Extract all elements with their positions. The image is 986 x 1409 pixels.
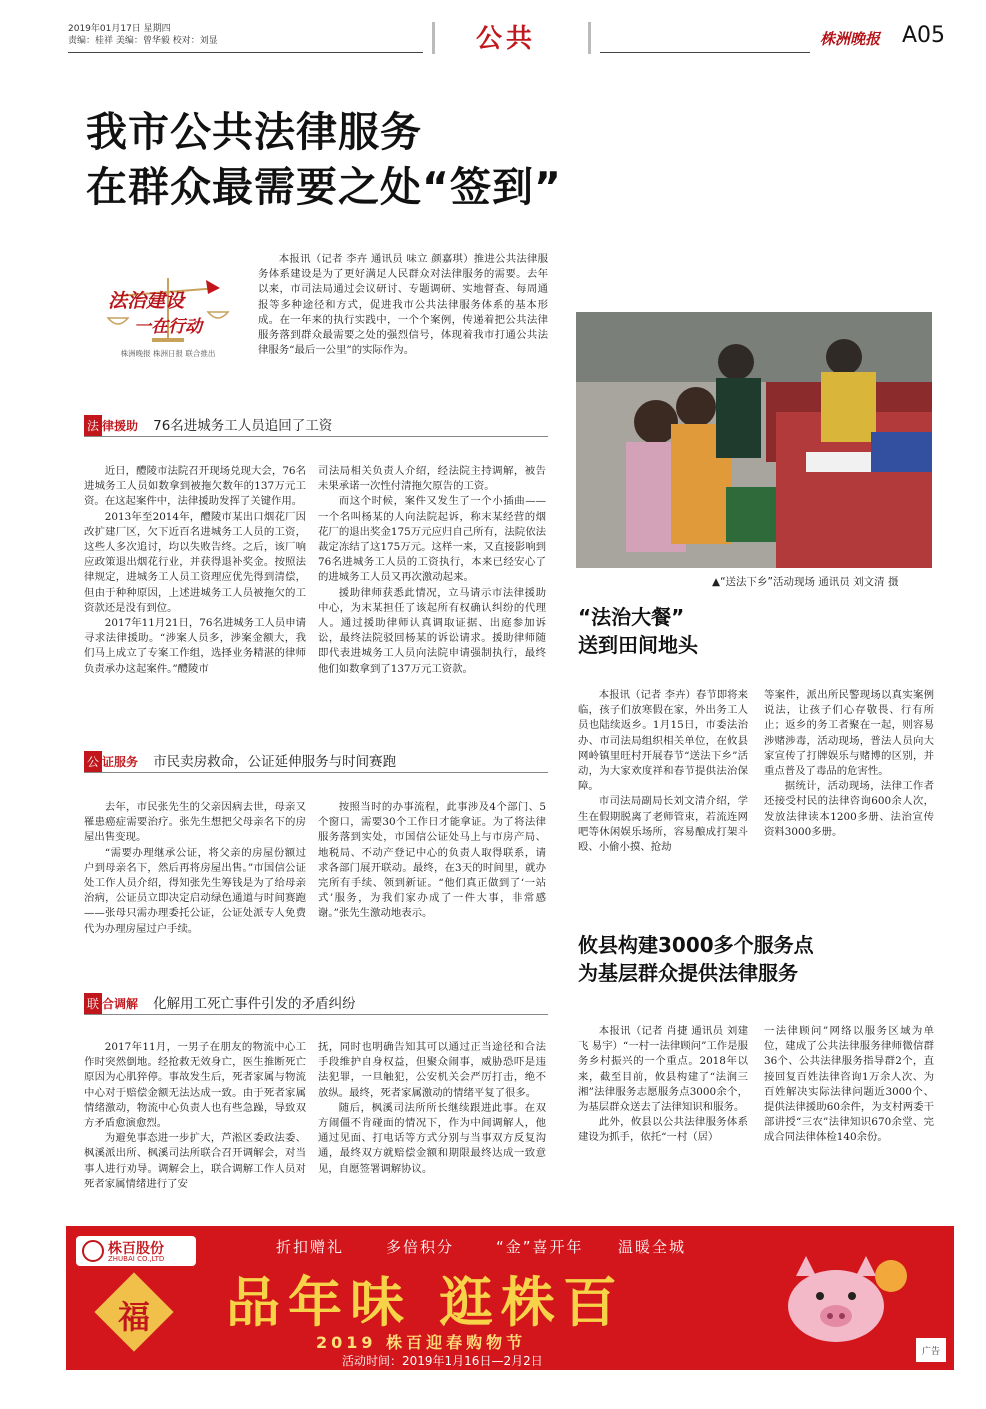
header-bar-left <box>432 22 435 54</box>
section3-tag-rest: 合调解 <box>102 997 139 1011</box>
section2-tag-rest: 证服务 <box>102 755 139 769</box>
section1-title: 76名进城务工人员追回了工资 <box>153 418 333 434</box>
side1-title-2: 送到田间地头 <box>578 633 698 657</box>
s2c1-p1: 去年，市民张先生的父亲因病去世，母亲又罹患癌症需要治疗。张先生想把父母亲名下的房屋出售变现。 <box>84 801 306 844</box>
section2-tag-red: 公 <box>84 751 102 772</box>
paper-logo: 株洲晚报 <box>820 30 881 48</box>
photo-illustration <box>576 312 932 568</box>
header-bar-right <box>588 22 591 54</box>
section1-col2 <box>318 464 546 677</box>
s1c1-p2: 2013年至2014年，醴陵市某出口烟花厂因改扩建厂区，欠下近百名进城务工人员的工资，这些人多次追讨，均以失败告终。之后，该厂响应政策退出烟花行业，并获得退补奖金。按照法律规定，进城务工人员工资理应优先得到清偿，但由于种种原因，上述进城务工人员被拖欠的工资款还是没有到位。 <box>84 510 306 614</box>
date-line: 2019年01月17日 星期四 <box>68 24 171 34</box>
side1c2-p2: 据统计，活动现场，法律工作者还接受村民的法律咨询600余人次，发放法律读本1200多册、法治宣传资料3000多册。 <box>764 780 934 838</box>
side2-col1 <box>578 1024 748 1146</box>
pig-mascot-icon <box>766 1246 916 1356</box>
page-number: A05 <box>902 23 946 48</box>
side2c2-p1: 一法律顾问”网络以服务区域为单位，建成了公共法律服务律师微信群36个、公共法律服务指导群2个，直接回复百姓法律咨询1万余人次、为百姓解决实际法律问题近3000个、提供法律援助60余件，为支村两委干部讲授“三农”法律知识670余堂、完成合同法律体检140余份。 <box>764 1025 934 1144</box>
section3-col1 <box>84 1040 306 1192</box>
brand-name-en: ZHUBAI CO.,LTD <box>108 1255 165 1263</box>
headline-line1: 我市公共法律服务 <box>86 108 422 156</box>
side2-title-2: 为基层群众提供法律服务 <box>578 961 798 985</box>
badge-caption: 株洲晚报 株洲日报 联合推出 <box>120 349 216 358</box>
s3c2-p2: 随后，枫溪司法所所长继续跟进此事。在双方闹僵不肯碰面的情况下，作为中间调解人，他通过见面、打电话等方式分别与当事双方反复沟通，最终双方就赔偿金额和期限最终达成一致意见，自愿签署调解协议。 <box>318 1101 546 1175</box>
section2-col1 <box>84 800 306 937</box>
section2-header <box>84 750 548 772</box>
header-rule-left <box>68 52 423 53</box>
s1c2-p3: 援助律师获悉此情况，立马请示市法律援助中心，为末某担任了该起所有权确认纠纷的代理人。通过援助律师认真调取证据、出庭参加诉讼，最终法院驳回杨某的诉讼请求。援助律师随即代表进城务工人员向法院申请强制执行，最终他们如数拿到了137万元工资款。 <box>318 586 546 675</box>
ad-slogan-1: 折扣赠礼 <box>276 1238 345 1256</box>
ad-slogan-2: 多倍积分 <box>386 1238 455 1256</box>
section3-header <box>84 992 548 1014</box>
section2-rule <box>84 772 548 773</box>
side2c1-p2: 此外，攸县以公共法律服务体系建设为抓手，依托“一村（居） <box>578 1116 748 1144</box>
event-photo <box>576 312 932 568</box>
section3-rule <box>84 1014 548 1015</box>
s1c2-p1: 司法局相关负责人介绍，经法院主持调解，被告未果承诺一次性付清拖欠原告的工资。 <box>318 465 546 493</box>
section1-col1 <box>84 464 306 677</box>
s2c1-p2: “需要办理继承公证，将父亲的房屋份额过户到母亲名下，然后再将房屋出售。”市国信公证处工作人员介绍，得知张先生筹钱是为了给母亲治病，公证员立即决定启动绿色通道与时间赛跑——张母只需办理委托公证，公证处派专人免费代为办理房屋过户手续。 <box>84 846 306 935</box>
ad-slogan-3: “金”喜开年 <box>496 1238 584 1256</box>
photo-caption: ▲“送法下乡”活动现场 通讯员 刘文清 摄 <box>712 576 899 588</box>
side1-title-1: “法治大餐” <box>578 605 685 629</box>
section1-rule <box>84 436 548 437</box>
zhubai-advertisement[interactable] <box>66 1226 954 1370</box>
brand-mark-icon <box>82 1240 104 1262</box>
section1-tag-red: 法 <box>84 415 102 436</box>
fu-character: 福 <box>118 1298 151 1336</box>
s3c1-p2: 为避免事态进一步扩大，芦淞区委政法委、枫溪派出所、枫溪司法所联合召开调解会，对当事人进行劝导。调解会上，联合调解工作人员对死者家属情绪进行了安 <box>84 1132 306 1190</box>
lead-paragraph: 本报讯（记者 李卉 通讯员 味立 颜嘉琪）推进公共法律服务体系建设是为了更好满足人民群众对法律服务的需要。去年以来，市司法局通过会议研讨、专题调研、实地督查、每周通报等多种途径和方式，促进我市公共法律服务体系的基本形成。在一年来的执行实践中，一个个案例，传递着把公共法律服务落到群众最需要之处的强烈信号，体现着我市打通公共法律服务“最后一公里”的实际作为。 <box>258 253 548 357</box>
section2-col2 <box>318 800 546 922</box>
side2c1-p1: 本报讯（记者 肖捷 通讯员 刘建飞 易宇）“一村一法律顾问”工作是服务乡村振兴的一个重点。2018年以来，截至目前，攸县构建了“法润三湘”法律服务志愿服务点3000余个，为基层群众送去了法律知识和服务。 <box>578 1025 748 1114</box>
badge-text-2: 一在行动 <box>134 317 202 337</box>
s2c2-p1: 按照当时的办事流程，此事涉及4个部门、5个窗口，需要30个工作日才能拿证。为了将法律服务落到实处，市国信公证处马上与市房产局、地税局、不动产登记中心的负责人取得联系，请求各部门展开联动。最终，在3天的时间里，就办完所有手续、领到新证。“他们真正做到了‘一站式’服务，为我们家办成了一件大事，非常感谢。”张先生激动地表示。 <box>318 801 546 920</box>
side1c1-p1: 本报讯（记者 李卉）春节即将来临，孩子们放寒假在家，外出务工人员也陆续返乡。1月15日，市委法治办、市司法局组织相关单位，在攸县网岭镇里旺村开展春节“送法下乡”活动，为大家欢度祥和春节提供法治保障。 <box>578 689 748 793</box>
side1c2-p1: 等案件，派出所民警现场以真实案例说法，让孩子们心存敬畏、行有所止；返乡的务工者聚在一起，则容易涉赌涉毒，活动现场，普法人员向大家宣传了打牌娱乐与赌博的区别，并重点普及了毒品的危害性。 <box>764 689 934 778</box>
header-rule-right <box>600 52 810 53</box>
side1-col1 <box>578 688 748 855</box>
section2-title: 市民卖房救命，公证延伸服务与时间赛跑 <box>153 754 397 770</box>
section3-tag-red: 联 <box>84 993 102 1014</box>
editor-line: 责编：桂祥 美编：曾华毅 校对：刘显 <box>68 36 218 46</box>
ad-corner-label: 广告 <box>922 1347 941 1357</box>
ad-date: 活动时间：2019年1月16日—2月2日 <box>342 1354 543 1368</box>
brand-name: 株百股份 <box>108 1241 164 1257</box>
side2-col2 <box>764 1024 934 1146</box>
section-label: 公共 <box>476 24 537 54</box>
ad-big-text: 品年味 逛株百 <box>226 1270 625 1334</box>
section3-title: 化解用工死亡事件引发的矛盾纠纷 <box>153 996 356 1012</box>
side1c1-p2: 市司法局副局长刘文清介绍，学生在假期脱离了老师管束，若流连网吧等休闲娱乐场所，容易酿成打架斗殴、小偷小摸、抢劫 <box>578 795 748 854</box>
side2-title-1: 攸县构建3000多个服务点 <box>578 933 814 957</box>
rule-of-law-badge <box>88 268 248 368</box>
section1-header <box>84 414 548 436</box>
section1-tag-rest: 律援助 <box>102 419 139 433</box>
section3-col2 <box>318 1040 546 1177</box>
s3c2-p1: 抚，同时也明确告知其可以通过正当途径和合法手段维护自身权益，但聚众闹事，威胁恐吓是违法犯罪，一旦触犯，公安机关会严厉打击，绝不放纵。最终，死者家属激动的情绪平复了很多。 <box>318 1041 546 1099</box>
side1-col2 <box>764 688 934 840</box>
s1c1-p3: 2017年11月21日，76名进城务工人员申请寻求法律援助。“涉案人员多，涉案金额大，我们马上成立了专案工作组，选择业务精湛的律师负责承办这起案件。”醴陵市 <box>84 617 306 675</box>
s3c1-p1: 2017年11月，一男子在朋友的物流中心工作时突然倒地。经抢救无效身亡，医生推断死亡原因为心肌猝停。事故发生后，死者家属与物流中心对于赔偿金额无法达成一致。由于死者家属情绪激动，物流中心负责人也有些急躁，导致双方矛盾愈演愈烈。 <box>84 1041 306 1130</box>
s1c1-p1: 近日，醴陵市法院召开现场兑现大会，76名进城务工人员如数拿到被拖欠数年的137万元工资。在这起案件中，法律援助发挥了关键作用。 <box>84 465 306 508</box>
headline-line2: 在群众最需要之处“签到” <box>86 163 562 211</box>
badge-text-1: 法治建设 <box>108 290 185 312</box>
ad-subtitle: 2019 株百迎春购物节 <box>316 1333 527 1352</box>
ad-slogan-4: 温暖全城 <box>618 1238 687 1256</box>
s1c2-p2: 而这个时候，案件又发生了一个小插曲——一个名叫杨某的人向法院起诉，称末某经营的烟花厂的退出奖金175万元应归自己所有，法院依法裁定冻结了这175万元。这样一来，又直接影响到76名进城务工人员的工资执行，本来已经安心了的进城务工人员又再次激动起来。 <box>318 495 546 584</box>
brand-logo-box <box>76 1236 196 1266</box>
